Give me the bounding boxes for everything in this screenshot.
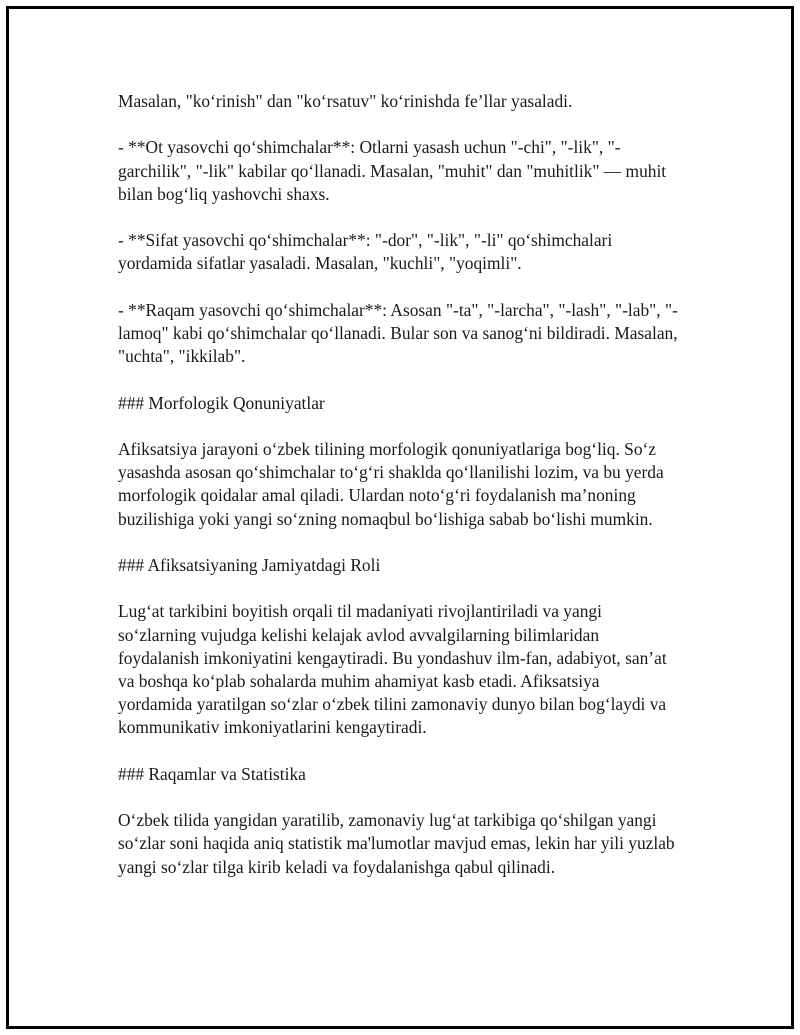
heading-statistics: ### Raqamlar va Statistika xyxy=(118,763,306,784)
paragraph-statistics: O‘zbek tilida yangidan yaratilib, zamonaviy lug‘at tarkibiga qo‘shilgan yangi so‘zlar soni haqida aniq statistik ma'lumotlar mavjud emas, lekin har yili yuzlab yangi so‘zlar tilga kirib keladi va foydalanishga qabul qilinadi. xyxy=(118,810,675,877)
list-item-numeral-suffixes: - **Raqam yasovchi qo‘shimchalar**: Asosan "-ta", "-larcha", "-lash", "-lab", "-lamoq" kabi qo‘shimchalar qo‘llanadi. Bular son va sanog‘ni bildiradi. Masalan, "uchta", "ikkilab". xyxy=(118,299,678,367)
paragraph-social-role: Lug‘at tarkibini boyitish orqali til madaniyati rivojlantiriladi va yangi so‘zlarning vujudga kelishi kelajak avlod avvalgilarning bilimlaridan foydalanish imkoniyatini kengaytiradi. Bu yondashuv ilm-fan, adabiyot, san’at va boshqa ko‘plab sohalarda muhim ahamiyat kasb etadi. Afiksatsiya yordamida yaratilgan so‘zlar o‘zbek tilini zamonaviy dunyo bilan bog‘laydi va kommunikativ imkoniyatlarini kengaytiradi. xyxy=(118,601,667,738)
paragraph-verb-example: Masalan, "ko‘rinish" dan "ko‘rsatuv" ko‘rinishda fe’llar yasaladi. xyxy=(118,91,573,111)
paragraph-morphological-rules: Afiksatsiya jarayoni o‘zbek tilining morfologik qonuniyatlariga bog‘liq. So‘z yasashda asosan qo‘shimchalar to‘g‘ri shaklda qo‘llanilishi lozim, va bu yerda morfologik qoidalar amal qiladi. Ulardan noto‘g‘ri foydalanish ma’noning buzilishiga yoki yangi so‘zning nomaqbul bo‘lishiga sabab bo‘lishi mumkin. xyxy=(118,438,664,529)
list-item-adjective-suffixes: - **Sifat yasovchi qo‘shimchalar**: "-dor", "-lik", "-li" qo‘shimchalari yordamida sifatlar yasaladi. Masalan, "kuchli", "yoqimli". xyxy=(118,230,613,274)
heading-morphological-rules: ### Morfologik Qonuniyatlar xyxy=(118,392,325,413)
document-body xyxy=(118,90,678,902)
heading-social-role: ### Afiksatsiyaning Jamiyatdagi Roli xyxy=(118,554,381,575)
list-item-noun-suffixes: - **Ot yasovchi qo‘shimchalar**: Otlarni yasash uchun "-chi", "-lik", "-garchilik", "-lik" kabilar qo‘llanadi. Masalan, "muhit" dan "muhitlik" — muhit bilan bog‘liq yashovchi shaxs. xyxy=(118,137,667,204)
